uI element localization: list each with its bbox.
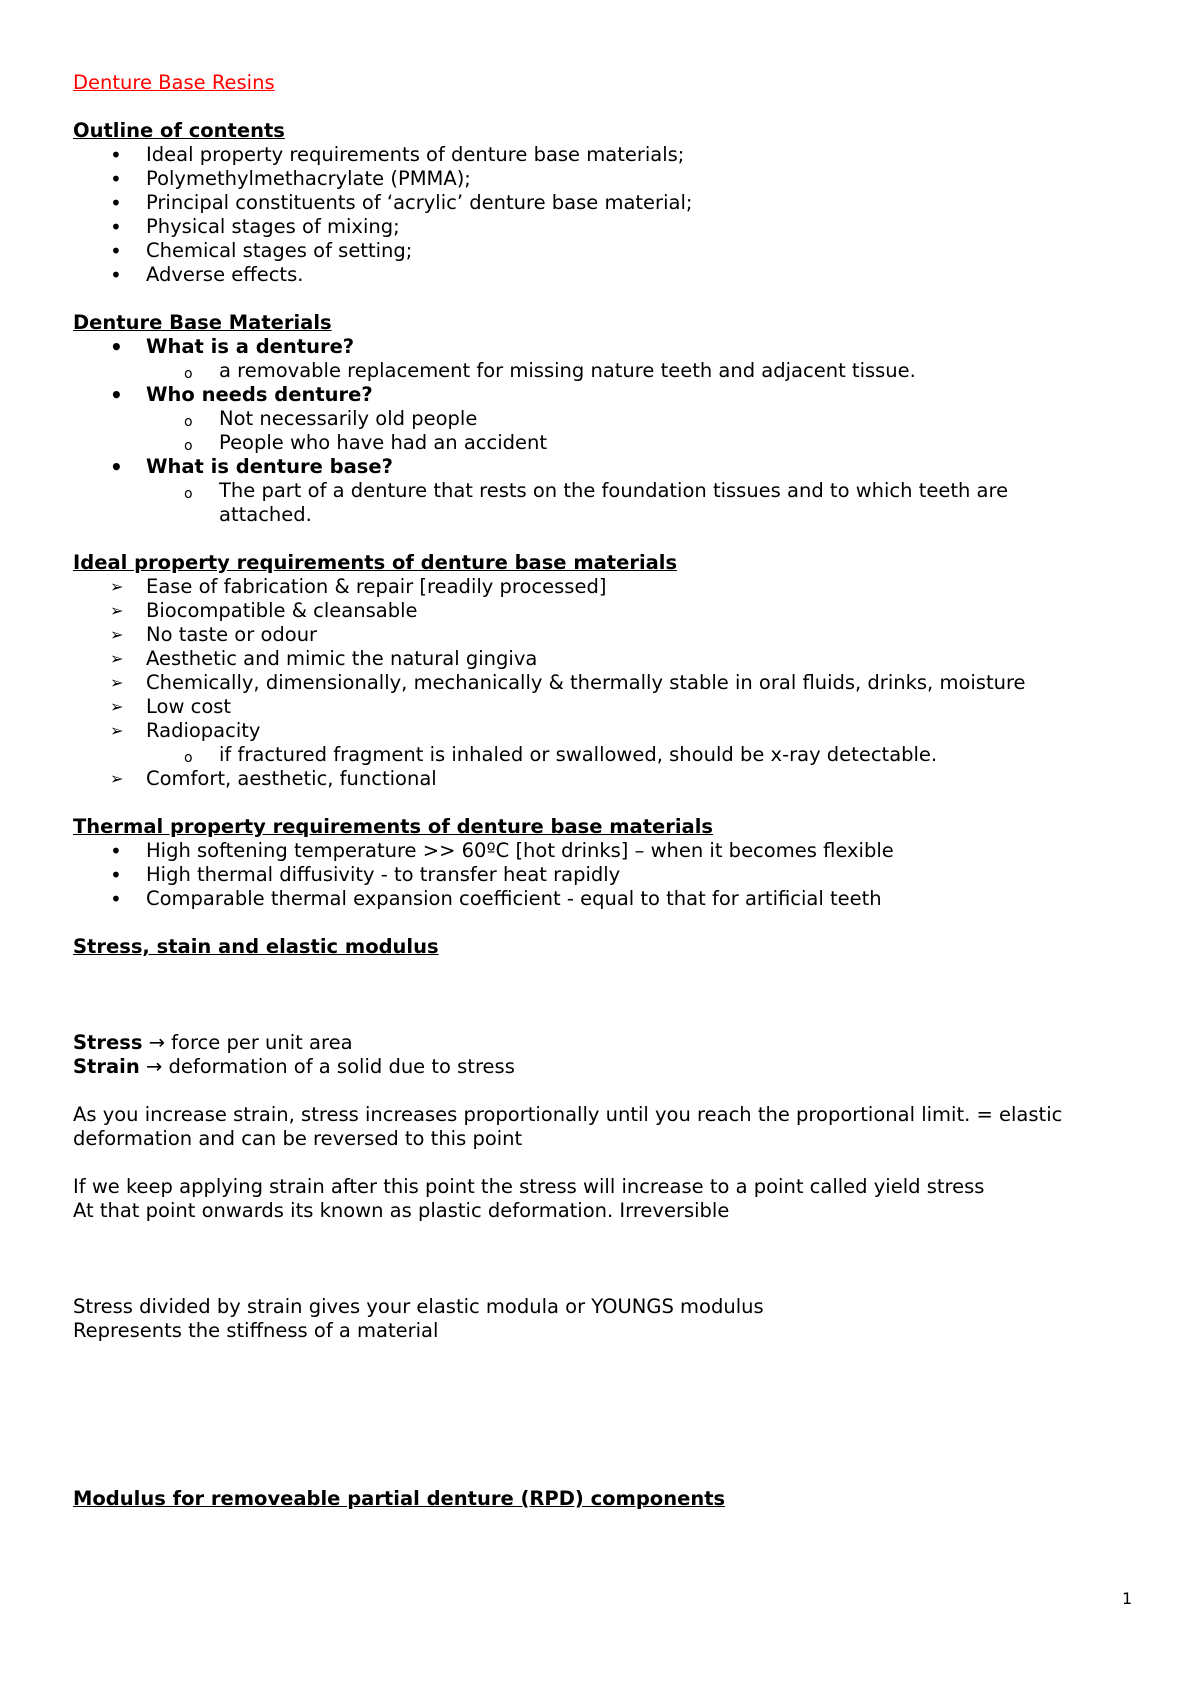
rpd-heading: Modulus for removeable partial denture (RPD) components (73, 1487, 726, 1510)
answer-list (73, 479, 1133, 527)
answer-item: o if fractured fragment is inhaled or swallowed, should be x-ray detectable. (73, 743, 1133, 767)
paragraph: If we keep applying strain after this point the stress will increase to a point called yield stress (73, 1175, 985, 1198)
list-item: ➢ Chemically, dimensionally, mechanically & thermally stable in oral fluids, drinks, moisture (73, 671, 1133, 695)
stress-definition (73, 1031, 1133, 1055)
strain-def: → deformation of a solid due to stress (139, 1055, 515, 1078)
stress-heading: Stress, stain and elastic modulus (73, 935, 439, 958)
list-item: • Principal constituents of ‘acrylic’ denture base material; (73, 191, 1133, 215)
ideal-heading: Ideal property requirements of denture base materials (73, 551, 678, 574)
page-number: 1 (1122, 1589, 1133, 1608)
outline-heading: Outline of contents (73, 119, 285, 142)
answer-item: o The part of a denture that rests on the foundation tissues and to which teeth are attached. (73, 479, 1039, 527)
radiopacity-sublist (73, 743, 1133, 767)
list-item: ➢ Ease of fabrication & repair [readily processed] (73, 575, 1133, 599)
materials-list (73, 383, 1133, 407)
question-item: • What is a denture? (73, 335, 1133, 359)
list-item: • High softening temperature >> 60ºC [hot drinks] – when it becomes flexible (73, 839, 1133, 863)
materials-list (73, 455, 1133, 479)
paragraph: At that point onwards its known as plastic deformation. Irreversible (73, 1199, 730, 1222)
stress-term: Stress (73, 1031, 143, 1054)
document-title: Denture Base Resins (73, 71, 275, 94)
paragraph: Represents the stiffness of a material (73, 1319, 439, 1342)
list-item: • Polymethylmethacrylate (PMMA); (73, 167, 1133, 191)
question-item: • What is denture base? (73, 455, 1133, 479)
answer-list (73, 359, 1133, 383)
list-item: • Physical stages of mixing; (73, 215, 1133, 239)
list-item: ➢ No taste or odour (73, 623, 1133, 647)
question-item: • Who needs denture? (73, 383, 1133, 407)
paragraph: As you increase strain, stress increases proportionally until you reach the proportional limit. = elastic deformation and can be reversed to this point (73, 1103, 1063, 1150)
list-item: • Ideal property requirements of denture base materials; (73, 143, 1133, 167)
thermal-list (73, 839, 1133, 911)
list-item: • High thermal diffusivity - to transfer heat rapidly (73, 863, 1133, 887)
list-item: • Chemical stages of setting; (73, 239, 1133, 263)
list-item: • Comparable thermal expansion coefficient - equal to that for artificial teeth (73, 887, 1133, 911)
answer-list (73, 407, 1133, 455)
thermal-heading: Thermal property requirements of denture base materials (73, 815, 714, 838)
list-item: ➢ Low cost (73, 695, 1133, 719)
page-content (73, 71, 1133, 1511)
ideal-list (73, 575, 1133, 743)
strain-term: Strain (73, 1055, 140, 1078)
list-item: ➢ Comfort, aesthetic, functional (73, 767, 1133, 791)
paragraph: Stress divided by strain gives your elastic modula or YOUNGS modulus (73, 1295, 764, 1318)
answer-item: o Not necessarily old people (73, 407, 1133, 431)
ideal-list-end (73, 767, 1133, 791)
list-item: • Adverse effects. (73, 263, 1133, 287)
materials-heading: Denture Base Materials (73, 311, 332, 334)
list-item: ➢ Radiopacity (73, 719, 1133, 743)
answer-item: o a removable replacement for missing nature teeth and adjacent tissue. (73, 359, 1133, 383)
list-item: ➢ Aesthetic and mimic the natural gingiva (73, 647, 1133, 671)
materials-list (73, 335, 1133, 359)
answer-item: o People who have had an accident (73, 431, 1133, 455)
strain-definition (73, 1055, 1133, 1079)
list-item: ➢ Biocompatible & cleansable (73, 599, 1133, 623)
stress-def: → force per unit area (142, 1031, 353, 1054)
outline-list (73, 143, 1133, 287)
